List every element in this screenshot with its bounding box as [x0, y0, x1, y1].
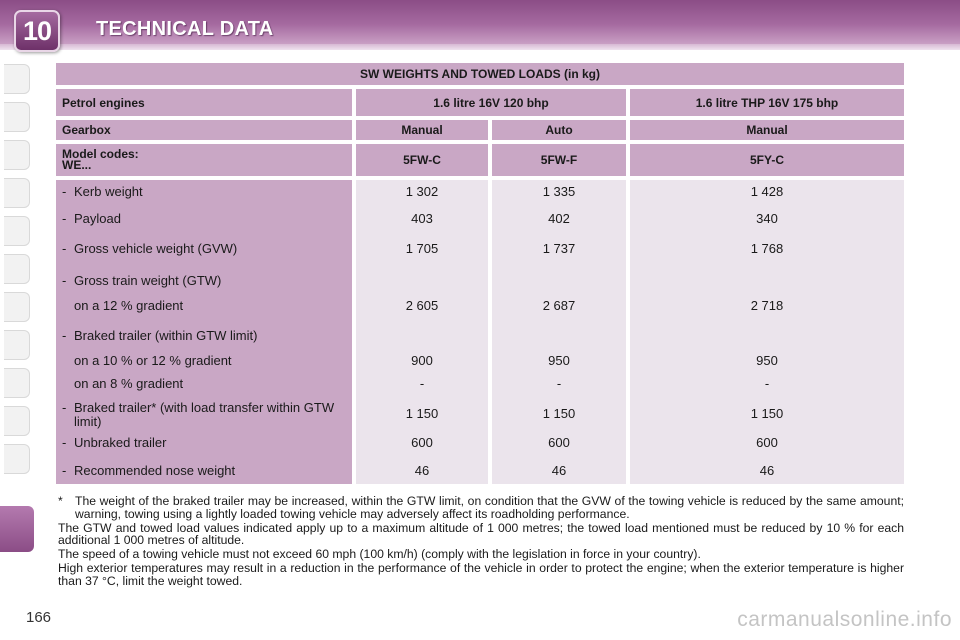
row-value-2: 1 737: [542, 241, 576, 256]
row-value-1: 1 150: [405, 406, 439, 421]
row-value-3: 340: [756, 211, 778, 226]
note-paragraph-2: The speed of a towing vehicle must not exceed 60 mph (100 km/h) (comply with the legislation in force in your country).: [58, 547, 701, 561]
row-label-text: Unbraked trailer: [74, 435, 167, 450]
chapter-tab-7[interactable]: [4, 292, 30, 322]
chapter-tab-11[interactable]: [4, 444, 30, 474]
row-value-2: 402: [548, 211, 570, 226]
row-value-2: 46: [551, 463, 567, 478]
row-label-text: Payload: [74, 211, 121, 226]
model-code-1: 5FW-C: [356, 144, 488, 176]
model-codes-label-line-1: Model codes:: [62, 147, 139, 161]
chapter-tab-strip: [0, 60, 36, 560]
row-dash: -: [62, 184, 67, 199]
footnote-text: The weight of the braked trailer may be increased, within the GTW limit, on condition that the GVW of the towing vehicle is reduced by the same amount; warning, towing using a lightly loaded towing vehicle may adversely affect its roadholding performance.: [75, 494, 904, 521]
row-value-1: 900: [411, 353, 433, 368]
chapter-tab-9[interactable]: [4, 368, 30, 398]
gearbox-2: Auto: [492, 120, 626, 140]
footnote-mark: *: [58, 494, 63, 508]
row-label-text: Braked trailer (within GTW limit): [74, 328, 258, 343]
row-label: [62, 377, 348, 391]
header-stripe: [0, 44, 960, 50]
chapter-tab-5[interactable]: [4, 216, 30, 246]
row-value-1: -: [419, 376, 425, 391]
row-label: [62, 436, 348, 450]
row-label: [62, 185, 348, 199]
model-codes-label: [56, 144, 352, 176]
row-value-3: 600: [756, 435, 778, 450]
row-value-2: 600: [548, 435, 570, 450]
row-dash: -: [62, 463, 67, 478]
row-label: [62, 329, 348, 343]
note-paragraph-3: High exterior temperatures may result in a reduction in the performance of the vehicle in order to protect the engine; when the exterior temperature is higher than 37 °C, limit the weight towed.: [58, 561, 904, 588]
row-dash: -: [62, 241, 67, 256]
row-value-3: -: [764, 376, 770, 391]
page-number: 166: [26, 609, 52, 626]
row-label: [62, 274, 348, 288]
row-value-3: 1 428: [750, 184, 784, 199]
row-label: [62, 464, 348, 478]
row-label: [62, 212, 348, 226]
page-title: TECHNICAL DATA: [96, 18, 274, 40]
row-dash: -: [62, 400, 67, 415]
row-label-text: on a 12 % gradient: [74, 298, 184, 313]
row-value-1: 2 605: [405, 298, 439, 313]
row-value-1: 403: [411, 211, 433, 226]
chapter-tab-2[interactable]: [4, 102, 30, 132]
engine-2-header: 1.6 litre THP 16V 175 bhp: [630, 89, 904, 116]
row-value-2: 1 150: [542, 406, 576, 421]
row-label-text: on a 10 % or 12 % gradient: [74, 353, 232, 368]
row-label-text: Kerb weight: [74, 184, 143, 199]
row-value-1: 1 705: [405, 241, 439, 256]
row-dash: -: [62, 328, 67, 343]
model-codes-label-line-2: WE...: [62, 158, 92, 172]
chapter-badge: 10: [14, 10, 60, 52]
row-value-2: 1 335: [542, 184, 576, 199]
chapter-tab-10[interactable]: [4, 406, 30, 436]
gearbox-label: Gearbox: [56, 120, 352, 140]
row-value-3: 1 150: [750, 406, 784, 421]
row-value-1: 600: [411, 435, 433, 450]
row-label-text: Gross vehicle weight (GVW): [74, 241, 238, 256]
row-dash: -: [62, 273, 67, 288]
engines-label: Petrol engines: [56, 89, 352, 116]
chapter-tab-current[interactable]: [0, 506, 34, 552]
note-paragraph-1: The GTW and towed load values indicated apply up to a maximum altitude of 1 000 metres; the towed load mentioned must be reduced by 10 % for each additional 1 000 metres of altitude.: [58, 520, 904, 547]
row-label: [62, 354, 348, 368]
row-value-1: 1 302: [405, 184, 439, 199]
notes-section: [58, 495, 904, 589]
row-value-3: 46: [759, 463, 775, 478]
row-value-3: 950: [756, 353, 778, 368]
row-label: [62, 401, 348, 429]
gearbox-1: Manual: [356, 120, 488, 140]
row-label-text: Recommended nose weight: [74, 463, 236, 478]
row-value-3: 2 718: [750, 298, 784, 313]
watermark: carmanualsonline.info: [737, 608, 952, 631]
chapter-tab-6[interactable]: [4, 254, 30, 284]
row-label-text: Braked trailer* (with load transfer within GTW limit): [74, 400, 335, 429]
row-label: [62, 242, 348, 256]
model-code-3: 5FY-C: [630, 144, 904, 176]
row-value-2: 2 687: [542, 298, 576, 313]
row-label-text: Gross train weight (GTW): [74, 273, 222, 288]
model-code-2: 5FW-F: [492, 144, 626, 176]
gearbox-3: Manual: [630, 120, 904, 140]
row-value-1: 46: [414, 463, 430, 478]
chapter-tab-1[interactable]: [4, 64, 30, 94]
row-dash: -: [62, 211, 67, 226]
footnote: [58, 495, 904, 520]
row-value-2: -: [556, 376, 562, 391]
table-title: SW WEIGHTS AND TOWED LOADS (in kg): [56, 63, 904, 85]
row-dash: -: [62, 435, 67, 450]
row-value-3: 1 768: [750, 241, 784, 256]
chapter-tab-8[interactable]: [4, 330, 30, 360]
engine-1-header: 1.6 litre 16V 120 bhp: [356, 89, 626, 116]
row-label-text: on an 8 % gradient: [74, 376, 184, 391]
row-value-2: 950: [548, 353, 570, 368]
chapter-tab-3[interactable]: [4, 140, 30, 170]
chapter-tab-4[interactable]: [4, 178, 30, 208]
row-label: [62, 299, 348, 313]
